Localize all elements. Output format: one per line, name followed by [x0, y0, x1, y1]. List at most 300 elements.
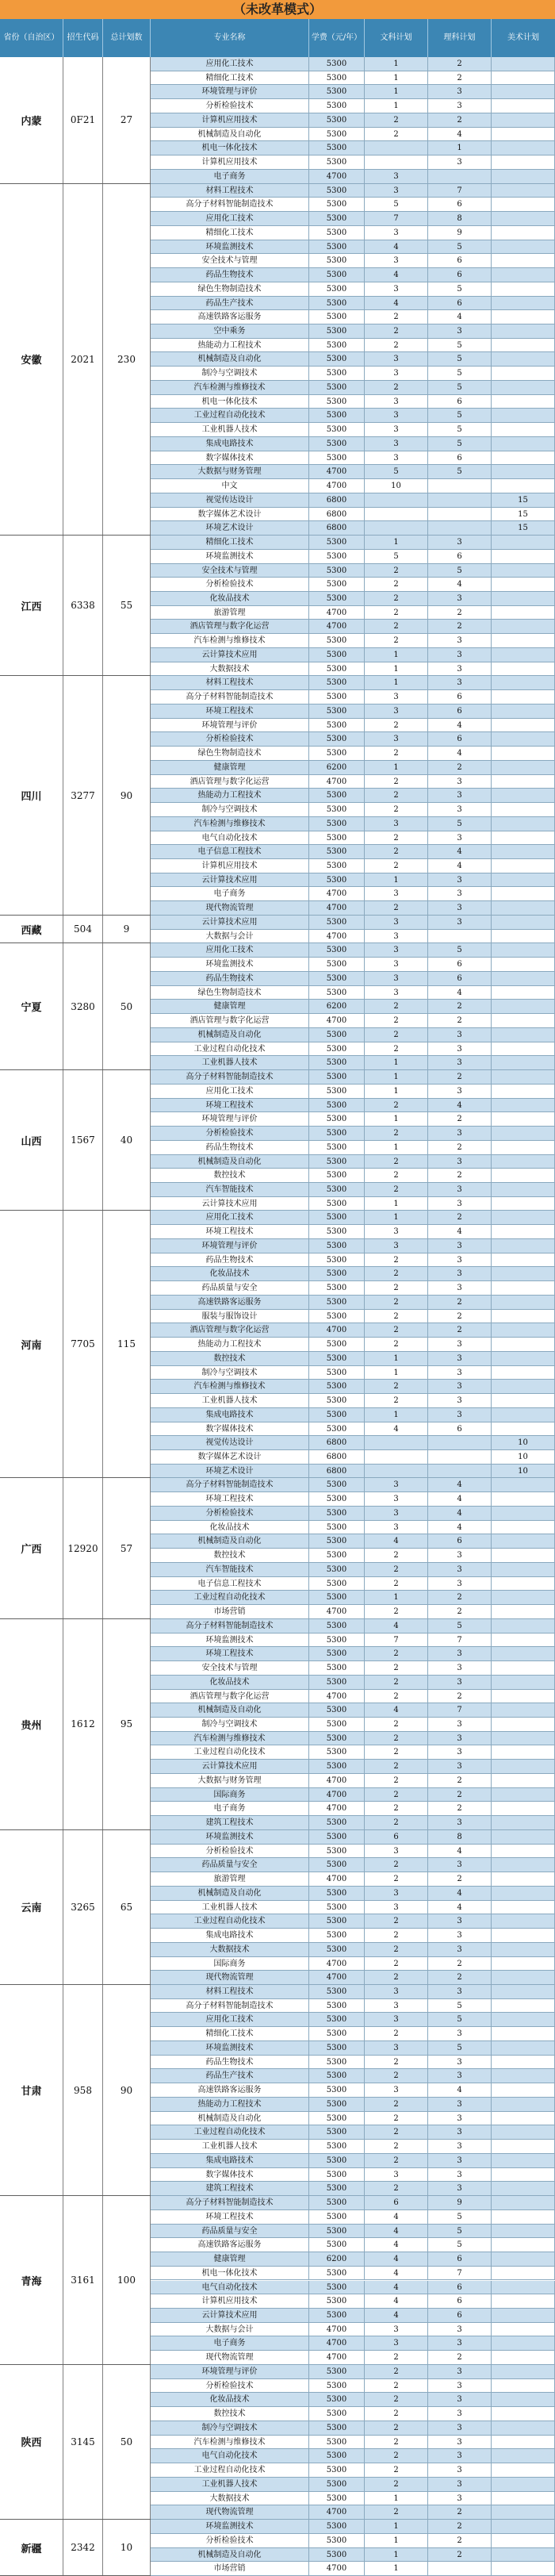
major-name: 数字媒体技术	[151, 1422, 309, 1437]
tuition: 4700	[309, 170, 365, 184]
arts-plan: 2	[365, 1127, 428, 1141]
table-row	[151, 2252, 555, 2267]
science-plan: 7	[428, 2267, 492, 2281]
science-plan: 3	[428, 1914, 492, 1929]
major-name: 环境工程技术	[151, 2210, 309, 2225]
science-plan: 7	[428, 184, 492, 198]
table-row	[151, 930, 555, 944]
science-plan: 3	[428, 1943, 492, 1957]
arts-plan: 1	[365, 2520, 428, 2534]
major-name: 电子商务	[151, 170, 309, 184]
fine-arts-plan	[492, 648, 555, 662]
arts-plan	[365, 141, 428, 155]
major-name: 汽车检测与维修技术	[151, 1732, 309, 1746]
arts-plan: 1	[365, 1211, 428, 1225]
province-block	[0, 2520, 555, 2576]
table-row	[151, 1492, 555, 1507]
tuition: 5300	[309, 1887, 365, 1901]
major-name: 酒店管理与数字化运营	[151, 620, 309, 634]
fine-arts-plan	[492, 451, 555, 466]
fine-arts-plan	[492, 324, 555, 339]
fine-arts-plan	[492, 1492, 555, 1507]
arts-plan: 2	[365, 2421, 428, 2436]
tuition: 5300	[309, 2407, 365, 2421]
tuition: 4700	[309, 1788, 365, 1802]
major-name: 制冷与空调技术	[151, 367, 309, 381]
fine-arts-plan: 10	[492, 1465, 555, 1479]
tuition: 4700	[309, 1971, 365, 1985]
arts-plan: 1	[365, 2534, 428, 2548]
science-plan: 7	[428, 1634, 492, 1648]
tuition: 5300	[309, 1239, 365, 1253]
arts-plan: 6	[365, 2196, 428, 2210]
science-plan: 6	[428, 704, 492, 719]
fine-arts-plan	[492, 1239, 555, 1253]
science-plan: 5	[428, 2013, 492, 2027]
arts-plan: 2	[365, 803, 428, 817]
science-plan: 3	[428, 662, 492, 677]
major-name: 环境管理与评价	[151, 85, 309, 99]
arts-plan: 2	[365, 2463, 428, 2478]
table-row	[151, 1478, 555, 1492]
tuition: 5300	[309, 1197, 365, 1211]
science-plan: 4	[428, 859, 492, 873]
science-plan: 3	[428, 2336, 492, 2351]
major-name: 药品生物技术	[151, 268, 309, 282]
arts-plan: 3	[365, 1507, 428, 1521]
major-name: 材料工程技术	[151, 184, 309, 198]
table-row	[151, 1000, 555, 1014]
tuition: 5300	[309, 1422, 365, 1437]
table-row	[151, 2013, 555, 2027]
fine-arts-plan	[492, 1338, 555, 1352]
fine-arts-plan	[492, 85, 555, 99]
table-row	[151, 2125, 555, 2140]
major-name: 计算机应用技术	[151, 2294, 309, 2309]
table-row	[151, 2365, 555, 2379]
science-plan: 3	[428, 1929, 492, 1943]
science-plan: 3	[428, 916, 492, 930]
table-row	[151, 1211, 555, 1225]
table-row	[151, 1141, 555, 1155]
arts-plan: 2	[365, 2125, 428, 2140]
arts-plan: 2	[365, 1042, 428, 1057]
arts-plan: 3	[365, 423, 428, 437]
table-row	[151, 2056, 555, 2070]
fine-arts-plan	[492, 817, 555, 831]
header-fine-arts-plan: 美术计划	[507, 33, 539, 42]
table-row	[151, 732, 555, 747]
major-name: 大数据技术	[151, 1943, 309, 1957]
fine-arts-plan	[492, 367, 555, 381]
tuition: 5300	[309, 845, 365, 859]
tuition: 5300	[309, 719, 365, 733]
science-plan: 3	[428, 1745, 492, 1760]
table-row	[151, 71, 555, 86]
major-name: 机械制造及自动化	[151, 352, 309, 367]
tuition: 5300	[309, 1338, 365, 1352]
major-name: 应用化工技术	[151, 943, 309, 958]
arts-plan: 2	[365, 339, 428, 353]
major-name: 化妆品技术	[151, 592, 309, 606]
fine-arts-plan	[492, 2281, 555, 2295]
fine-arts-plan	[492, 1085, 555, 1099]
major-rows	[151, 1830, 555, 1985]
tuition: 6800	[309, 493, 365, 508]
arts-plan: 2	[365, 1971, 428, 1985]
science-plan: 3	[428, 1239, 492, 1253]
major-name: 机械制造及自动化	[151, 1534, 309, 1549]
fine-arts-plan	[492, 113, 555, 128]
table-row	[151, 409, 555, 423]
arts-plan: 6	[365, 1830, 428, 1845]
science-plan: 4	[428, 1845, 492, 1859]
major-name: 计算机应用技术	[151, 859, 309, 873]
major-name: 数字媒体艺术设计	[151, 508, 309, 522]
arts-plan: 5	[365, 465, 428, 479]
enroll-code: 2021	[63, 184, 103, 535]
arts-plan: 3	[365, 226, 428, 240]
fine-arts-plan	[492, 775, 555, 789]
tuition: 5300	[309, 1858, 365, 1872]
table-row	[151, 606, 555, 620]
table-row	[151, 1703, 555, 1718]
major-name: 机电一体化技术	[151, 395, 309, 409]
major-name: 现代物流管理	[151, 901, 309, 916]
fine-arts-plan	[492, 1211, 555, 1225]
fine-arts-plan	[492, 1155, 555, 1169]
major-name: 环境艺术设计	[151, 1465, 309, 1479]
table-row	[151, 1549, 555, 1563]
arts-plan: 4	[365, 2294, 428, 2309]
arts-plan: 2	[365, 719, 428, 733]
arts-plan: 1	[365, 1141, 428, 1155]
science-plan: 2	[428, 1310, 492, 1324]
arts-plan: 10	[365, 479, 428, 493]
major-name: 现代物流管理	[151, 2351, 309, 2365]
table-row	[151, 1872, 555, 1887]
province-block	[0, 1985, 555, 2196]
enroll-code: 3145	[63, 2365, 103, 2519]
fine-arts-plan	[492, 662, 555, 677]
tuition: 4700	[309, 1014, 365, 1028]
fine-arts-plan	[492, 789, 555, 803]
major-name: 药品质量与安全	[151, 2225, 309, 2239]
fine-arts-plan	[492, 395, 555, 409]
major-name: 计算机应用技术	[151, 113, 309, 128]
fine-arts-plan	[492, 198, 555, 212]
fine-arts-plan	[492, 128, 555, 142]
province-block	[0, 2365, 555, 2520]
major-name: 视觉传达设计	[151, 1436, 309, 1450]
tuition: 6800	[309, 1450, 365, 1465]
arts-plan: 2	[365, 2140, 428, 2154]
major-name: 环境工程技术	[151, 704, 309, 719]
arts-plan: 3	[365, 1845, 428, 1859]
fine-arts-plan	[492, 831, 555, 846]
major-name: 制冷与空调技术	[151, 803, 309, 817]
major-rows	[151, 943, 555, 1070]
major-name: 中文	[151, 479, 309, 493]
arts-plan: 2	[365, 1099, 428, 1113]
major-name: 药品生物技术	[151, 1141, 309, 1155]
province-name: 西藏	[0, 916, 63, 942]
total-plan: 50	[103, 943, 151, 1069]
arts-plan: 2	[365, 1929, 428, 1943]
table-row	[151, 1099, 555, 1113]
science-plan: 6	[428, 690, 492, 704]
arts-plan: 2	[365, 1014, 428, 1028]
fine-arts-plan	[492, 1253, 555, 1268]
table-row	[151, 1788, 555, 1802]
fine-arts-plan	[492, 99, 555, 113]
arts-plan: 1	[365, 676, 428, 690]
table-row	[151, 2463, 555, 2478]
tuition: 5300	[309, 2098, 365, 2112]
arts-plan: 3	[365, 437, 428, 451]
arts-plan: 1	[365, 1085, 428, 1099]
science-plan: 3	[428, 2154, 492, 2168]
major-rows	[151, 184, 555, 536]
fine-arts-plan	[492, 564, 555, 578]
science-plan: 3	[428, 2168, 492, 2182]
science-plan: 6	[428, 958, 492, 972]
major-name: 分析检验技术	[151, 1127, 309, 1141]
fine-arts-plan	[492, 1394, 555, 1408]
arts-plan: 1	[365, 57, 428, 71]
province-name: 山西	[0, 1070, 63, 1210]
fine-arts-plan: 15	[492, 508, 555, 522]
tuition: 5300	[309, 113, 365, 128]
table-row	[151, 1521, 555, 1535]
arts-plan: 1	[365, 85, 428, 99]
science-plan: 2	[428, 1872, 492, 1887]
major-name: 酒店管理与数字化运营	[151, 1014, 309, 1028]
tuition: 4700	[309, 1605, 365, 1619]
province-name: 河南	[0, 1211, 63, 1477]
tuition: 6200	[309, 1000, 365, 1014]
fine-arts-plan	[492, 901, 555, 916]
science-plan: 3	[428, 2463, 492, 2478]
major-name: 汽车检测与维修技术	[151, 817, 309, 831]
arts-plan: 5	[365, 550, 428, 564]
tuition: 5300	[309, 2056, 365, 2070]
science-plan: 3	[428, 1732, 492, 1746]
science-plan: 2	[428, 1296, 492, 1310]
major-name: 数控技术	[151, 1549, 309, 1563]
arts-plan: 4	[365, 2309, 428, 2323]
fine-arts-plan	[492, 1267, 555, 1281]
tuition: 5300	[309, 1718, 365, 1732]
arts-plan: 3	[365, 986, 428, 1000]
tuition: 5300	[309, 1577, 365, 1591]
major-name: 药品生物技术	[151, 972, 309, 986]
arts-plan: 1	[365, 2492, 428, 2506]
table-row	[151, 240, 555, 255]
table-row	[151, 1112, 555, 1127]
science-plan: 3	[428, 1056, 492, 1070]
major-rows	[151, 2365, 555, 2520]
arts-plan: 1	[365, 536, 428, 550]
tuition: 5300	[309, 1394, 365, 1408]
table-row	[151, 2478, 555, 2492]
tuition: 5300	[309, 2463, 365, 2478]
tuition: 5300	[309, 1225, 365, 1239]
arts-plan: 2	[365, 1802, 428, 1816]
science-plan: 2	[428, 1070, 492, 1085]
tuition: 5300	[309, 1929, 365, 1943]
arts-plan: 1	[365, 99, 428, 113]
major-name: 工业机器人技术	[151, 1056, 309, 1070]
fine-arts-plan	[492, 170, 555, 184]
tuition: 4700	[309, 1957, 365, 1971]
table-row	[151, 972, 555, 986]
fine-arts-plan	[492, 704, 555, 719]
science-plan: 3	[428, 2125, 492, 2140]
fine-arts-plan	[492, 873, 555, 888]
fine-arts-plan	[492, 1352, 555, 1366]
table-row	[151, 2323, 555, 2337]
arts-plan: 3	[365, 1492, 428, 1507]
tuition: 5300	[309, 2478, 365, 2492]
science-plan: 2	[428, 2548, 492, 2563]
arts-plan: 3	[365, 704, 428, 719]
science-plan: 4	[428, 1887, 492, 1901]
fine-arts-plan	[492, 1676, 555, 1690]
header-science-plan: 理科计划	[428, 19, 492, 57]
arts-plan: 3	[365, 972, 428, 986]
total-plan: 50	[103, 2365, 151, 2519]
arts-plan: 2	[365, 1323, 428, 1338]
enroll-code: 1567	[63, 1070, 103, 1210]
major-name: 分析检验技术	[151, 2379, 309, 2394]
arts-plan: 2	[365, 1028, 428, 1042]
table-row	[151, 2069, 555, 2083]
science-plan: 3	[428, 1197, 492, 1211]
table-row	[151, 1534, 555, 1549]
fine-arts-plan	[492, 930, 555, 944]
science-plan: 3	[428, 2449, 492, 2463]
tuition: 6200	[309, 761, 365, 775]
tuition: 5300	[309, 212, 365, 226]
tuition: 4700	[309, 1323, 365, 1338]
fine-arts-plan	[492, 2492, 555, 2506]
science-plan: 6	[428, 2281, 492, 2295]
table-row	[151, 592, 555, 606]
major-name: 工业机器人技术	[151, 1394, 309, 1408]
arts-plan: 4	[365, 240, 428, 255]
science-plan: 3	[428, 2421, 492, 2436]
fine-arts-plan	[492, 2112, 555, 2126]
fine-arts-plan	[492, 2505, 555, 2520]
arts-plan: 2	[365, 2069, 428, 2083]
arts-plan: 2	[365, 592, 428, 606]
tuition: 5300	[309, 1534, 365, 1549]
science-plan: 4	[428, 1099, 492, 1113]
major-name: 环境管理与评价	[151, 2365, 309, 2379]
major-name: 化妆品技术	[151, 1267, 309, 1281]
fine-arts-plan: 15	[492, 521, 555, 536]
table-row	[151, 2098, 555, 2112]
table-row	[151, 1085, 555, 1099]
major-name: 工业过程自动化技术	[151, 1745, 309, 1760]
major-name: 汽车检测与维修技术	[151, 1380, 309, 1394]
table-row	[151, 2041, 555, 2056]
table-row	[151, 1760, 555, 1774]
fine-arts-plan	[492, 1901, 555, 1915]
arts-plan: 3	[365, 352, 428, 367]
tuition: 6800	[309, 1436, 365, 1450]
science-plan: 8	[428, 1830, 492, 1845]
major-rows	[151, 1070, 555, 1211]
table-row	[151, 648, 555, 662]
science-plan: 3	[428, 648, 492, 662]
arts-plan: 2	[365, 1690, 428, 1704]
fine-arts-plan	[492, 1197, 555, 1211]
science-plan: 3	[428, 99, 492, 113]
major-rows	[151, 536, 555, 676]
tuition: 5300	[309, 437, 365, 451]
science-plan	[428, 930, 492, 944]
fine-arts-plan	[492, 1999, 555, 2014]
arts-plan: 3	[365, 930, 428, 944]
major-name: 药品质量与安全	[151, 1281, 309, 1296]
tuition: 5300	[309, 1901, 365, 1915]
tuition: 5300	[309, 1141, 365, 1155]
tuition: 5300	[309, 578, 365, 592]
fine-arts-plan	[492, 2069, 555, 2083]
arts-plan: 3	[365, 184, 428, 198]
table-row	[151, 170, 555, 184]
arts-plan: 2	[365, 2449, 428, 2463]
table-row	[151, 1845, 555, 1859]
arts-plan: 2	[365, 1816, 428, 1830]
major-name: 高分子材料智能制造技术	[151, 1070, 309, 1085]
tuition: 5300	[309, 859, 365, 873]
fine-arts-plan	[492, 409, 555, 423]
table-row	[151, 268, 555, 282]
table-row	[151, 2225, 555, 2239]
science-plan: 3	[428, 1647, 492, 1661]
arts-plan: 3	[365, 2083, 428, 2098]
arts-plan: 2	[365, 2478, 428, 2492]
table-row	[151, 620, 555, 634]
tuition: 5300	[309, 395, 365, 409]
fine-arts-plan	[492, 1816, 555, 1830]
major-name: 安全技术与管理	[151, 1661, 309, 1676]
arts-plan: 2	[365, 1267, 428, 1281]
tuition: 5300	[309, 381, 365, 395]
major-rows	[151, 1211, 555, 1478]
table-row	[151, 1619, 555, 1634]
table-row	[151, 310, 555, 324]
arts-plan: 4	[365, 2210, 428, 2225]
fine-arts-plan	[492, 2351, 555, 2365]
tuition: 5300	[309, 409, 365, 423]
table-row	[151, 747, 555, 761]
enroll-code: 3280	[63, 943, 103, 1069]
tuition: 5300	[309, 1211, 365, 1225]
arts-plan: 4	[365, 2252, 428, 2267]
major-name: 大数据与会计	[151, 2323, 309, 2337]
science-plan: 2	[428, 1000, 492, 1014]
fine-arts-plan	[492, 2436, 555, 2450]
arts-plan: 3	[365, 1999, 428, 2014]
major-name: 电子商务	[151, 2336, 309, 2351]
arts-plan	[365, 1436, 428, 1450]
major-name: 药品质量与安全	[151, 1858, 309, 1872]
science-plan: 3	[428, 803, 492, 817]
